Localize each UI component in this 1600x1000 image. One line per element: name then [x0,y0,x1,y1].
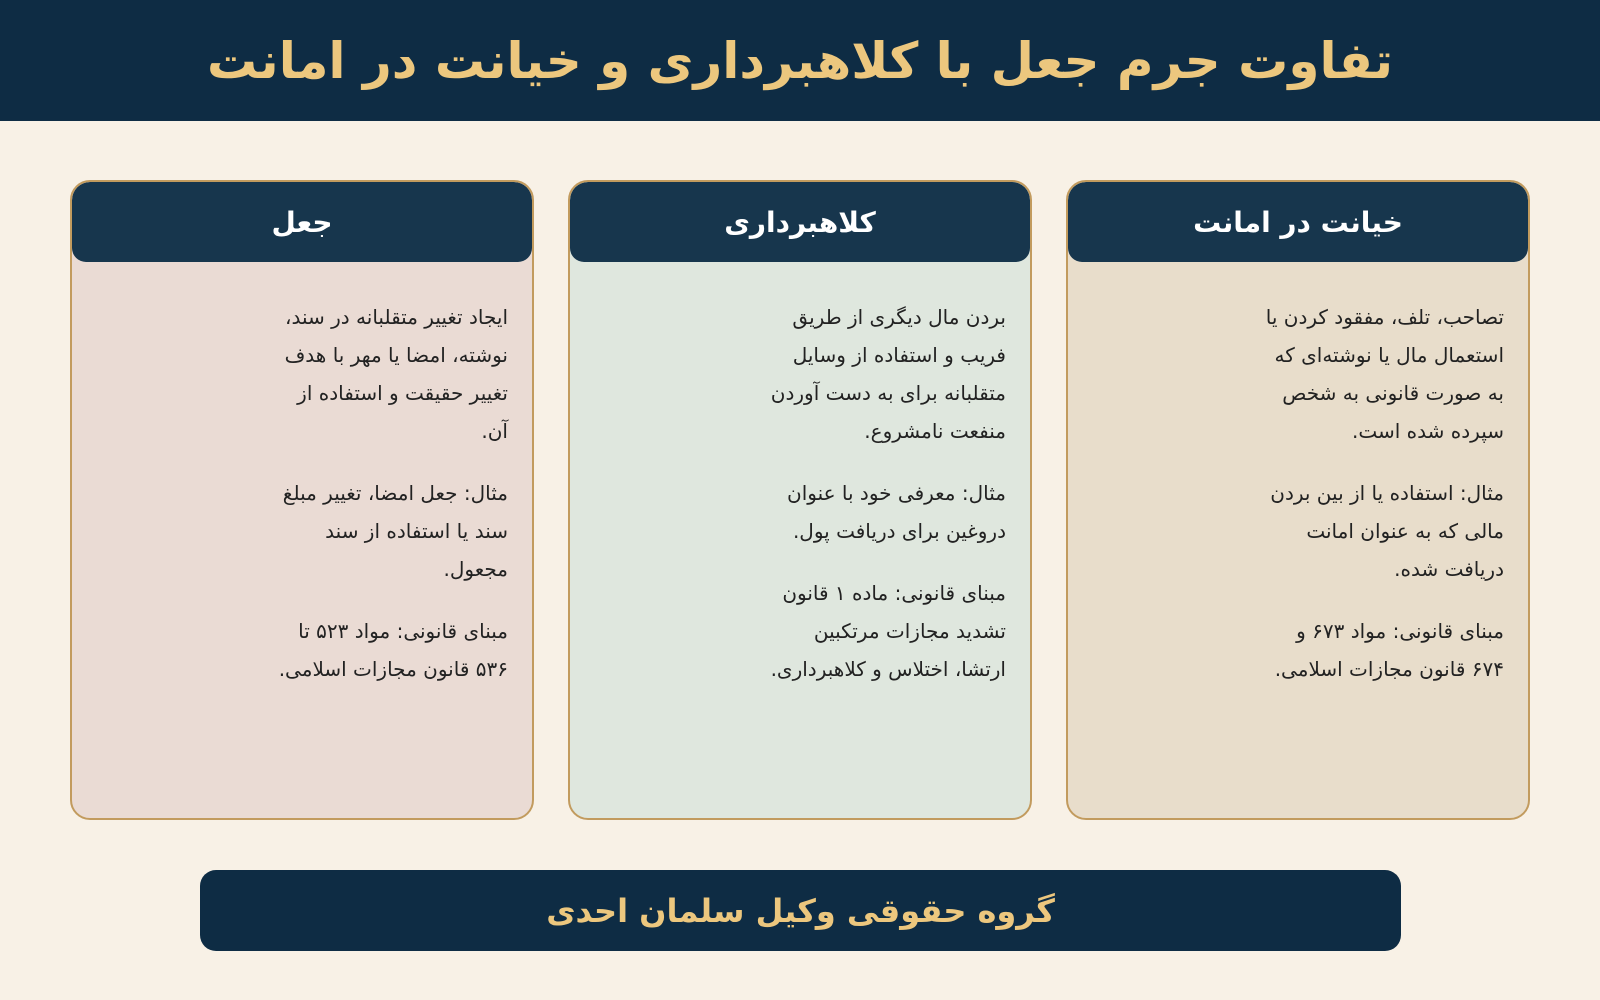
card-breach-of-trust [1066,180,1530,820]
card-legal-basis: مبنای قانونی: مواد ۵۲۳ تا ۵۳۶ قانون مجازات اسلامی. [278,619,508,681]
footer-text: گروه حقوقی وکیل سلمان احدی [546,891,1055,930]
card-body [1068,262,1528,688]
card-title: جعل [271,205,333,239]
card-body [570,262,1030,688]
card-definition: بردن مال دیگری از طریق فریب و استفاده از وسایل متقلبانه برای به دست آوردن منفعت نامشروع. [770,305,1006,443]
card-header [570,182,1030,262]
page-title: تفاوت جرم جعل با کلاهبرداری و خیانت در امانت [207,31,1393,90]
card-definition: ایجاد تغییر متقلبانه در سند، نوشته، امضا یا مهر با هدف تغییر حقیقت و استفاده از آن. [284,305,508,443]
card-header [72,182,532,262]
card-title: کلاهبرداری [724,205,876,239]
comparison-cards [70,180,1530,820]
card-fraud [568,180,1032,820]
card-example: مثال: معرفی خود با عنوان دروغین برای دریافت پول. [787,481,1006,543]
card-body [72,262,532,688]
card-header [1068,182,1528,262]
card-title: خیانت در امانت [1193,205,1403,239]
card-legal-basis: مبنای قانونی: مواد ۶۷۳ و ۶۷۴ قانون مجازات اسلامی. [1274,619,1504,681]
card-example: مثال: استفاده یا از بین بردن مالی که به عنوان امانت دریافت شده. [1270,481,1504,581]
card-definition: تصاحب، تلف، مفقود کردن یا استعمال مال یا نوشته‌ای که به صورت قانونی به شخص سپرده شده است. [1265,305,1504,443]
page-header [0,0,1600,121]
card-example: مثال: جعل امضا، تغییر مبلغ سند یا استفاده از سند مجعول. [282,481,508,581]
footer-banner [200,870,1401,951]
card-forgery [70,180,534,820]
card-legal-basis: مبنای قانونی: ماده ۱ قانون تشدید مجازات مرتکبین ارتشا، اختلاس و کلاهبرداری. [770,581,1006,681]
